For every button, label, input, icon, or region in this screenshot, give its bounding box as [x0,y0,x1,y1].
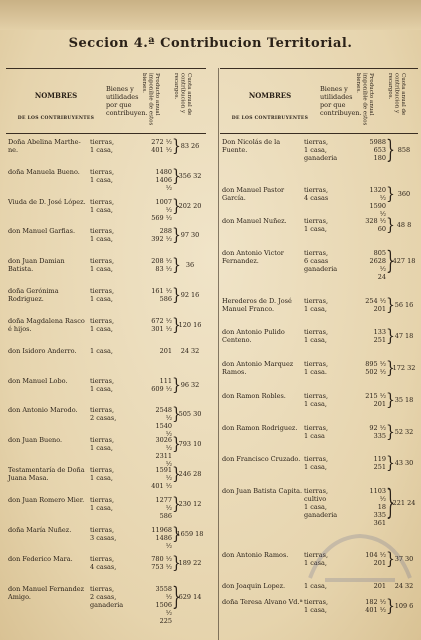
table-header [6,68,206,134]
table-row [220,217,418,249]
table-row [220,455,418,487]
brace-mark: } [386,358,395,379]
contributor-name: don Antonio Ramos. [222,550,289,559]
product-values: 111 609 ½ [151,376,172,393]
product-values: 2548 ½ 1540 ½ [155,406,172,439]
brace-mark: } [172,196,181,216]
property-items: tierras, 1 casa, [304,296,329,313]
contributor-name: don Antonio Marquez Ramos. [222,360,294,377]
column-divider [218,68,219,640]
table-row [6,434,204,469]
property-items: tierras, 1 casa [304,423,329,440]
product-values: 1007 ½ 569 ½ [151,197,172,222]
contributor-name: doña María Nuñez. [8,525,72,534]
table-row [6,347,204,377]
property-items: tierras, 4 casas, [90,555,117,572]
table-row [220,360,418,392]
header-cuota: Cuota anual de contribucion y recargos. [173,73,192,116]
header-nombres: NOMBRES [248,91,292,100]
product-values: 215 ½ 201 [365,391,386,408]
header-cuota: Cuota anual de contribucion y recargos. [387,73,406,116]
product-values: 92 ½ 335 [369,423,386,440]
property-items: 1 casa, [304,582,327,591]
contributor-name: don Manuel Nuñez. [222,217,287,226]
table-row [220,392,418,424]
table-row [6,377,204,407]
property-items: tierras, 1 casa, [90,436,115,453]
table-row [220,598,418,630]
brace-mark: } [172,256,181,276]
product-values: 780 ½ 753 ½ [151,555,172,572]
quota-total: 189 22 [178,559,202,568]
quota-total: 56 16 [394,300,414,309]
brace-mark: } [386,295,395,315]
property-items: tierras, 1 casa, [90,287,115,304]
contributor-name: Don Nicolás de la Fuente. [222,138,281,154]
brace-mark: } [172,166,181,186]
product-values: 1480 1406 ½ [155,167,172,192]
table-row [220,297,418,329]
table-row [220,138,418,186]
contributor-name: Testamentaría de Doña Juana Masa. [8,466,85,482]
product-values: 133 251 [373,328,386,345]
quota-total: 83 26 [180,142,200,150]
product-values: 182 ½ 401 ½ [365,598,386,615]
quota-total: 230 12 [178,499,202,508]
product-values: 201 [159,346,172,355]
table-row [6,466,204,496]
header-bienes: Bienes y utilidades por que contribuyen. [320,85,362,117]
product-values: 104 ½ 201 [365,550,386,567]
brace-mark: } [386,454,395,474]
contributor-name: don Antonio Victor Fernandez. [222,249,284,266]
contributor-name: don Francisco Cruzado. [222,455,301,464]
property-items: tierras, 2 casas, ganaderia [90,585,124,610]
quota-total: 96 32 [180,380,200,389]
product-values: 1277 ½ 586 [155,495,172,520]
property-items: tierras, 1 casa, [304,328,329,345]
quota-total: 202 20 [178,201,202,210]
property-items: tierras, cultivo 1 casa, ganaderia [304,487,338,520]
property-items: tierras, 1 casa, [90,197,115,214]
quota-total: 97 30 [180,231,200,240]
brace-mark: } [386,216,395,236]
table-row [6,227,204,257]
table-row [6,405,204,439]
product-values: 805 2628 ½ 24 [369,249,386,282]
brace-mark: } [172,136,181,156]
quota-total: 47 18 [394,332,414,341]
table-row [6,257,204,287]
table-row [220,249,418,297]
header-names [8,91,104,121]
product-values: 328 ½ 60 [365,217,386,234]
brace-mark: } [386,136,395,165]
left-table [6,68,206,626]
header-bienes: Bienes y utilidades por que contribuyen. [106,85,148,117]
quota-total: 505 30 [178,410,202,419]
header-contribuyentes: DE LOS CONTRIBUYENTES [231,116,309,121]
quota-total: 427 18 [392,257,416,266]
left-rows [6,134,206,626]
table-row [6,198,204,228]
brace-mark: } [386,549,395,569]
brace-mark: } [386,184,395,204]
brace-mark: } [172,285,181,306]
header-names [222,91,318,121]
product-values: 272 ½ 401 ½ [151,138,172,154]
quota-total: 36 [185,261,195,270]
property-items: tierras, 1 casa, [304,550,329,567]
product-values: 119 251 [373,455,386,472]
product-values: 11968 1486 ½ [151,525,172,550]
table-row [220,328,418,360]
property-items: 1 casa, [90,346,113,355]
library-stamp [304,528,415,591]
table-row [6,585,204,630]
brace-mark: } [172,315,181,335]
quota-total: 172 32 [392,364,416,373]
property-items: tierras, 1 casa, [304,217,329,234]
contributor-name: don Manuel Lobo. [8,376,68,385]
property-items: tierras, 1 casa, ganaderia [304,138,338,162]
quota-total: 35 18 [394,395,414,404]
contributor-name: don Juan Batista Capita. [222,487,303,496]
table-row [6,317,204,347]
product-values: 672 ½ 301 ½ [151,316,172,333]
contributor-name: don Manuel Garfias. [8,227,76,236]
contributor-name: doña Gerónima Rodriguez. [8,287,59,304]
quota-total: 43 30 [394,459,414,468]
brace-mark: } [386,247,395,277]
product-values: 5988 653 180 [369,138,386,162]
quota-total: 221 24 [392,499,416,508]
quota-total: 92 16 [180,291,200,300]
contributor-name: don Manuel Fernandez Amigo. [8,585,85,602]
contributor-name: don Manuel Pastor García. [222,185,285,202]
product-values: 161 ½ 586 [151,287,172,304]
brace-mark: } [172,554,181,574]
contributor-name: don Ramon Rodriguez. [222,423,298,432]
property-items: tierras, 1 casa. [304,360,329,377]
page-title: Seccion 4.ª Contribucion Territorial. [68,36,353,51]
table-row [220,186,418,218]
contributor-name: doña Manuela Bueno. [8,167,80,176]
quota-total: 109 6 [394,602,414,611]
product-values: 1103 ½ 18 335 361 [369,487,386,528]
property-items: tierras, 1 casa, [304,455,329,472]
product-values: 208 ½ 83 ½ [151,257,172,274]
contributor-name: Doña Abelina Marthe-ne. [8,138,81,154]
table-row [220,424,418,456]
contributor-name: don Isidoro Anderro. [8,346,77,355]
property-items: tierras, 1 casa, [304,391,329,408]
brace-mark: } [386,597,395,617]
quota-total: 858 [397,146,411,154]
brace-mark: } [172,405,181,425]
header-contribuyentes: DE LOS CONTRIBUYENTES [17,116,95,121]
quota-total: 246 28 [178,470,202,478]
contributor-name: Herederos de D. José Manuel Franco. [222,296,292,313]
product-values: 201 [373,582,386,591]
property-items: tierras, 1 casa, [90,466,115,482]
quota-total: 1659 18 [176,529,204,538]
property-items: tierras, 4 casas [304,185,329,202]
property-items: tierras, 2 casas, [90,406,117,423]
brace-mark: } [386,390,395,410]
property-items: tierras, 1 casa, [90,316,115,333]
table-row [6,496,204,526]
table-row [6,287,204,317]
brace-mark: } [172,464,181,484]
table-header [220,68,418,134]
product-values: 254 ½ 201 [365,296,386,313]
brace-mark: } [386,484,395,524]
property-items: tierras, 1 casa, [90,495,115,512]
quota-total: 793 10 [178,440,202,449]
property-items: tierras, 1 casa, [90,257,115,274]
quota-total: 24 32 [394,582,414,591]
quota-total: 37 30 [394,554,414,563]
table-row [6,168,204,198]
property-items: tierras, 1 casa, [304,598,329,615]
brace-mark: } [172,375,181,395]
header-producto: Producto anual imponible de estos bienes. [355,73,374,126]
contributor-name: don Juan Bueno. [8,436,63,445]
quota-total: 52 32 [394,427,414,436]
quota-total: 356 32 [178,171,202,180]
header-nombres: NOMBRES [34,91,78,100]
contributor-name: don Juan Damian Batista. [8,257,65,274]
contributor-name: don Antonio Pulido Centeno. [222,328,285,345]
brace-mark: } [386,422,395,442]
brace-mark: } [172,494,181,514]
brace-mark: } [172,434,181,455]
contributor-name: don Juan Romero Mier. [8,495,85,504]
property-items: tierras, 6 casas ganaderia [304,249,338,274]
contributor-name: Viuda de D. José López. [8,197,86,206]
property-items: tierras, 1 casa, [90,138,115,154]
quota-total: 48 8 [396,221,412,230]
table-row [6,526,204,556]
contributor-name: doña Magdalena Rasco é hijos. [8,316,85,333]
contributor-name: don Federico Mara. [8,555,73,564]
quota-total: 24 32 [180,346,200,355]
header-producto: Producto anual imponible de estos bienes. [141,73,160,126]
product-values: 895 ½ 502 ½ [365,360,386,377]
brace-mark: } [172,524,181,544]
brace-mark: } [172,226,181,246]
page-edge [0,0,421,30]
brace-mark: } [172,583,181,613]
product-values: 288 392 ½ [151,227,172,244]
property-items: tierras, 1 casa, [90,167,115,184]
contributor-name: don Joaquin Lopez. [222,582,286,591]
property-items: tierras, 1 casa, [90,227,115,244]
contributor-name: don Antonio Marodo. [8,406,78,415]
quota-total: 120 16 [178,320,202,329]
product-values: 3026 ½ 2311 ½ [155,436,172,469]
contributor-name: doña Teresa Alvano Vd.ª [222,598,303,607]
table-row [6,555,204,585]
quota-total: 360 [397,189,411,198]
quota-total: 629 14 [178,593,202,602]
brace-mark: } [386,327,395,347]
product-values: 3558 ½ 1506 ½ 225 [155,585,172,626]
table-row [6,138,204,168]
product-values: 1591 ½ 401 ½ [151,466,172,490]
property-items: tierras, 1 casa, [90,376,115,393]
property-items: tierras, 3 casas, [90,525,117,542]
contributor-name: don Ramon Robles. [222,391,286,400]
product-values: 1320 ½ 1590 ½ [369,185,386,218]
